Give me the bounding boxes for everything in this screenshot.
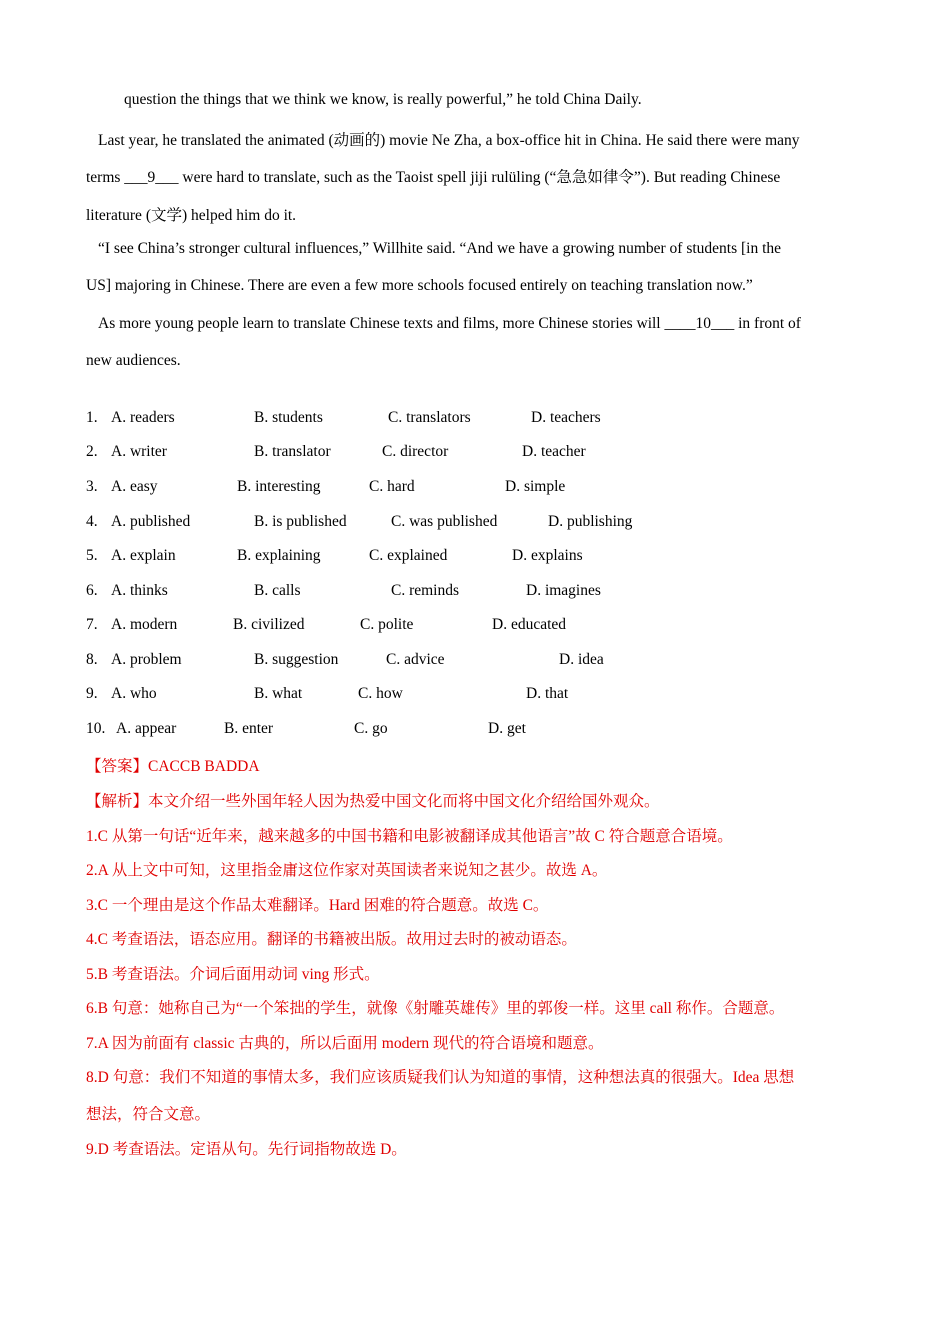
passage-line: “I see China’s stronger cultural influences,” Willhite said. “And we have a growing number of students [in the (98, 240, 782, 257)
explanation-line: 3.C 一个理由是这个作品太难翻译。Hard 困难的符合题意。故选 C。 (86, 897, 549, 914)
option-a: A. who (111, 685, 157, 702)
option-a: A. readers (111, 409, 175, 426)
option-d: D. teacher (522, 443, 586, 460)
option-b: B. civilized (233, 616, 305, 633)
explanation-line: 6.B 句意：她称自己为“一个笨拙的学生，就像《射雕英雄传》里的郭俊一样。这里 call 称作。合题意。 (86, 1000, 785, 1017)
option-d: D. get (488, 720, 526, 737)
passage-line: As more young people learn to translate Chinese texts and films, more Chinese stories will ____10___ in front of (98, 315, 801, 332)
question-number: 2. (86, 443, 98, 460)
passage-line: question the things that we think we know, is really powerful,” he told China Daily. (124, 91, 642, 108)
option-b: B. what (254, 685, 303, 702)
option-b: B. is published (254, 513, 347, 530)
option-a: A. writer (111, 443, 167, 460)
option-d: D. imagines (526, 582, 601, 599)
option-a: A. published (111, 513, 191, 530)
option-a: A. problem (111, 651, 182, 668)
option-b: B. calls (254, 582, 301, 599)
option-d: D. explains (512, 547, 583, 564)
question-number: 5. (86, 547, 98, 564)
option-d: D. idea (559, 651, 604, 668)
option-c: C. go (354, 720, 388, 737)
option-c: C. explained (369, 547, 448, 564)
question-number: 6. (86, 582, 98, 599)
option-d: D. educated (492, 616, 567, 633)
question-number: 8. (86, 651, 98, 668)
explanation-line: 想法，符合文意。 (86, 1106, 211, 1123)
option-c: C. how (358, 685, 403, 702)
question-number: 3. (86, 478, 98, 495)
explanation-line: 7.A 因为前面有 classic 古典的，所以后面用 modern 现代的符合语境和题意。 (86, 1035, 604, 1052)
option-b: B. enter (224, 720, 274, 737)
option-a: A. explain (111, 547, 176, 564)
explanation-line: 1.C 从第一句话“近年来，越来越多的中国书籍和电影被翻译成其他语言”故 C 符合题意合语境。 (86, 828, 733, 845)
question-number: 7. (86, 616, 98, 633)
passage-line: terms ___9___ were hard to translate, such as the Taoist spell jiji rulüling (“急急如律令”). But reading Chinese (86, 169, 781, 186)
option-a: A. easy (111, 478, 158, 495)
passage-line: Last year, he translated the animated (动画的) movie Ne Zha, a box-office hit in China. He said there were many (98, 132, 800, 149)
option-c: C. translators (388, 409, 471, 426)
analysis-summary: 【解析】本文介绍一些外国年轻人因为热爱中国文化而将中国文化介绍给国外观众。 (86, 793, 660, 810)
option-b: B. students (254, 409, 323, 426)
passage-line: US] majoring in Chinese. There are even a few more schools focused entirely on teaching translation now.” (86, 277, 753, 294)
explanation-line: 9.D 考查语法。定语从句。先行词指物故选 D。 (86, 1141, 407, 1158)
option-c: C. reminds (391, 582, 460, 599)
explanation-line: 4.C 考查语法，语态应用。翻译的书籍被出版。故用过去时的被动语态。 (86, 931, 577, 948)
passage-line: literature (文学) helped him do it. (86, 207, 297, 224)
option-d: D. publishing (548, 513, 633, 530)
question-number: 1. (86, 409, 98, 426)
option-b: B. suggestion (254, 651, 339, 668)
question-number: 4. (86, 513, 98, 530)
option-b: B. explaining (237, 547, 321, 564)
explanation-line: 8.D 句意：我们不知道的事情太多，我们应该质疑我们认为知道的事情，这种想法真的很强大。Idea 思想 (86, 1069, 795, 1086)
option-c: C. polite (360, 616, 414, 633)
option-d: D. teachers (531, 409, 601, 426)
option-a: A. appear (116, 720, 177, 737)
option-a: A. modern (111, 616, 178, 633)
option-a: A. thinks (111, 582, 168, 599)
option-c: C. director (382, 443, 449, 460)
option-b: B. translator (254, 443, 331, 460)
explanation-line: 5.B 考查语法。介词后面用动词 ving 形式。 (86, 966, 380, 983)
answer-key: 【答案】CACCB BADDA (86, 758, 260, 775)
option-d: D. simple (505, 478, 566, 495)
option-c: C. hard (369, 478, 415, 495)
explanation-line: 2.A 从上文中可知，这里指金庸这位作家对英国读者来说知之甚少。故选 A。 (86, 862, 608, 879)
question-number: 10. (86, 720, 106, 737)
option-d: D. that (526, 685, 569, 702)
passage-line: new audiences. (86, 352, 181, 369)
option-c: C. advice (386, 651, 445, 668)
option-c: C. was published (391, 513, 498, 530)
option-b: B. interesting (237, 478, 321, 495)
question-number: 9. (86, 685, 98, 702)
